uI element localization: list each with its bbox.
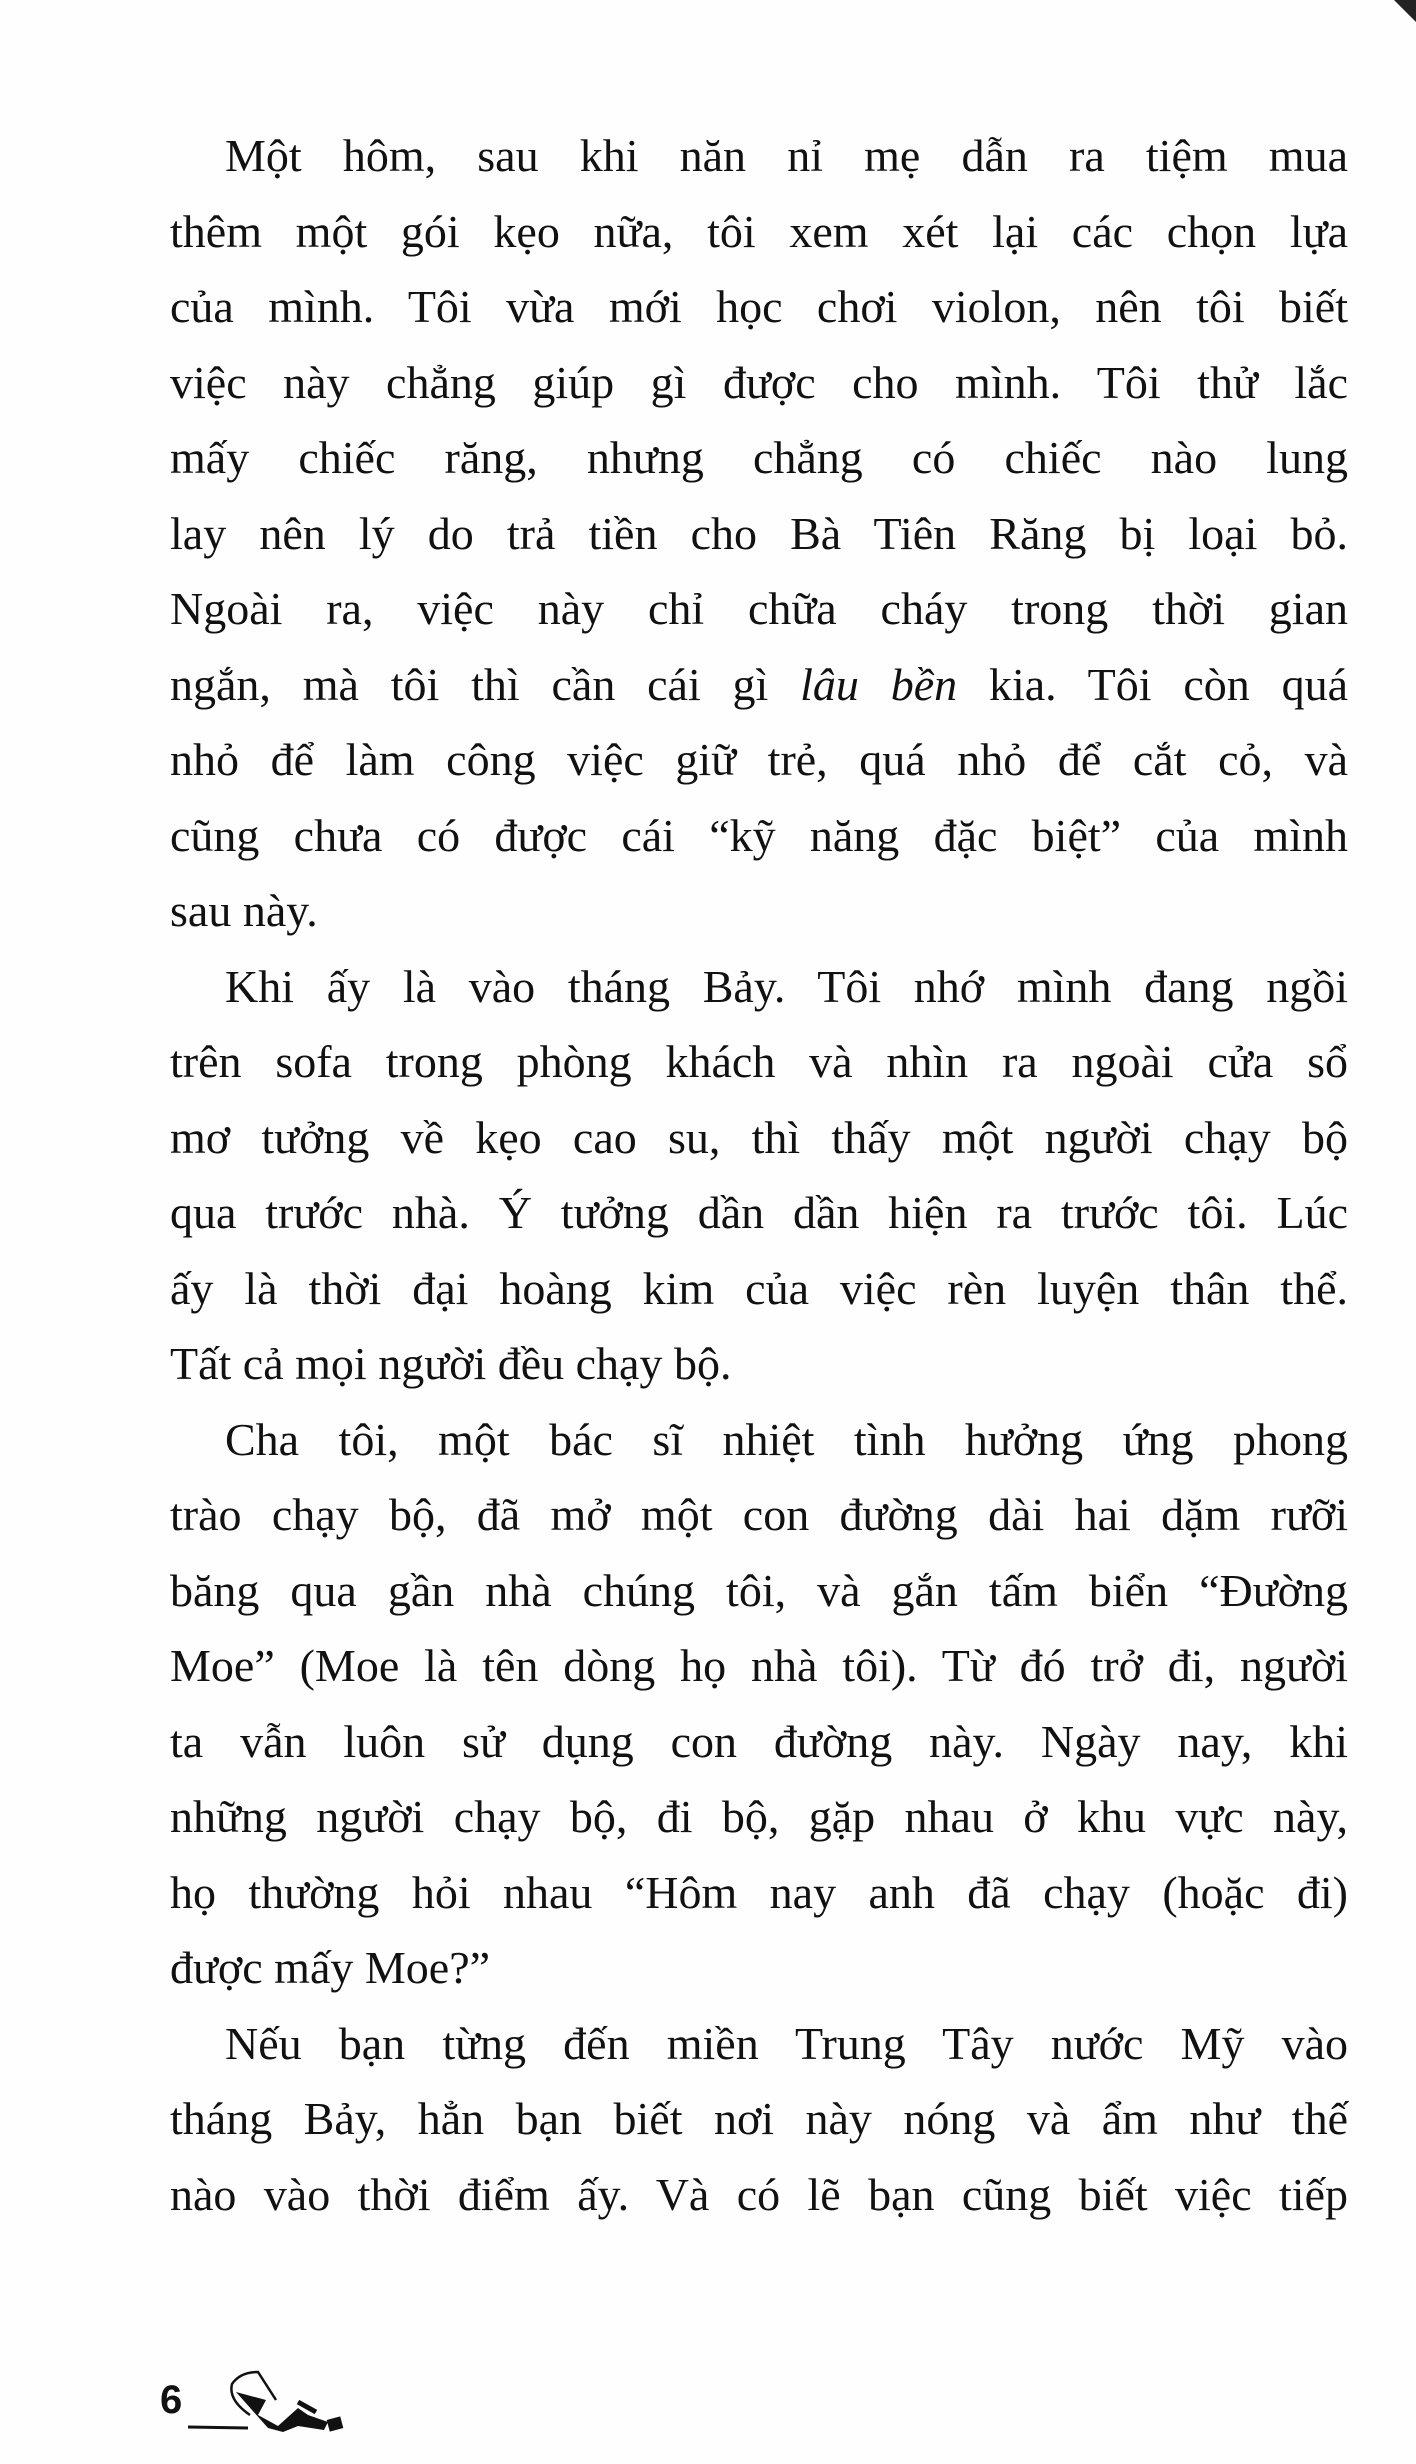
text-line: mấy chiếc răng, nhưng chẳng có chiếc nào lung bbox=[170, 432, 1348, 483]
text-line: Ngoài ra, việc này chỉ chữa cháy trong thời gian bbox=[170, 583, 1348, 634]
text-line: Tất cả mọi người đều chạy bộ. bbox=[170, 1338, 732, 1389]
text-line: Cha tôi, một bác sĩ nhiệt tình hưởng ứng phong bbox=[225, 1413, 1348, 1465]
body-text bbox=[170, 118, 1348, 2232]
text-line: trên sofa trong phòng khách và nhìn ra ngoài cửa sổ bbox=[170, 1036, 1348, 1087]
text-line: nào vào thời điểm ấy. Và có lẽ bạn cũng biết việc tiếp bbox=[170, 2168, 1348, 2220]
text-line bbox=[170, 647, 1348, 723]
text-line: ấy là thời đại hoàng kim của việc rèn luyện thân thể. bbox=[170, 1262, 1348, 1314]
text-line: ta vẫn luôn sử dụng con đường này. Ngày nay, khi bbox=[170, 1715, 1348, 1767]
text-line: được mấy Moe?” bbox=[170, 1942, 491, 1993]
scan-corner-shadow bbox=[1394, 0, 1416, 22]
text-line: tháng Bảy, hẳn bạn biết nơi này nóng và ẩm như thế bbox=[170, 2093, 1348, 2144]
text-line: mơ tưởng về kẹo cao su, thì thấy một người chạy bộ bbox=[170, 1111, 1348, 1163]
text-line: họ thường hỏi nhau “Hôm nay anh đã chạy (hoặc đi) bbox=[170, 1866, 1348, 1918]
text-line: của mình. Tôi vừa mới học chơi violon, nên tôi biết bbox=[170, 281, 1348, 332]
text-line: trào chạy bộ, đã mở một con đường dài hai dặm rưỡi bbox=[170, 1489, 1348, 1540]
text-line: thêm một gói kẹo nữa, tôi xem xét lại các chọn lựa bbox=[170, 205, 1348, 257]
text-line: lay nên lý do trả tiền cho Bà Tiên Răng bị loại bỏ. bbox=[170, 507, 1348, 559]
text-line: Nếu bạn từng đến miền Trung Tây nước Mỹ vào bbox=[225, 2017, 1348, 2069]
text-line: Moe” (Moe là tên dòng họ nhà tôi). Từ đó trở đi, người bbox=[170, 1640, 1348, 1691]
text-line: những người chạy bộ, đi bộ, gặp nhau ở khu vực này, bbox=[170, 1791, 1348, 1842]
text-line: Một hôm, sau khi năn nỉ mẹ dẫn ra tiệm mua bbox=[225, 130, 1348, 181]
text-line: Khi ấy là vào tháng Bảy. Tôi nhớ mình đang ngồi bbox=[225, 960, 1348, 1012]
text-segment: kia. Tôi còn quá bbox=[957, 658, 1348, 710]
text-line: việc này chẳng giúp gì được cho mình. Tôi thử lắc bbox=[170, 356, 1348, 408]
page-number: 6 bbox=[160, 2378, 183, 2422]
text-line: nhỏ để làm công việc giữ trẻ, quá nhỏ để cắt cỏ, và bbox=[170, 734, 1348, 785]
italic-emphasis: lâu bền bbox=[800, 658, 958, 710]
text-segment: ngắn, mà tôi thì cần cái gì bbox=[170, 658, 801, 710]
text-line: qua trước nhà. Ý tưởng dần dần hiện ra trước tôi. Lúc bbox=[170, 1187, 1348, 1238]
text-line: băng qua gần nhà chúng tôi, và gắn tấm biển “Đường bbox=[170, 1564, 1348, 1616]
text-line: sau này. bbox=[170, 885, 318, 936]
text-line: cũng chưa có được cái “kỹ năng đặc biệt” của mình bbox=[170, 809, 1348, 861]
running-figure-icon bbox=[188, 2370, 388, 2440]
